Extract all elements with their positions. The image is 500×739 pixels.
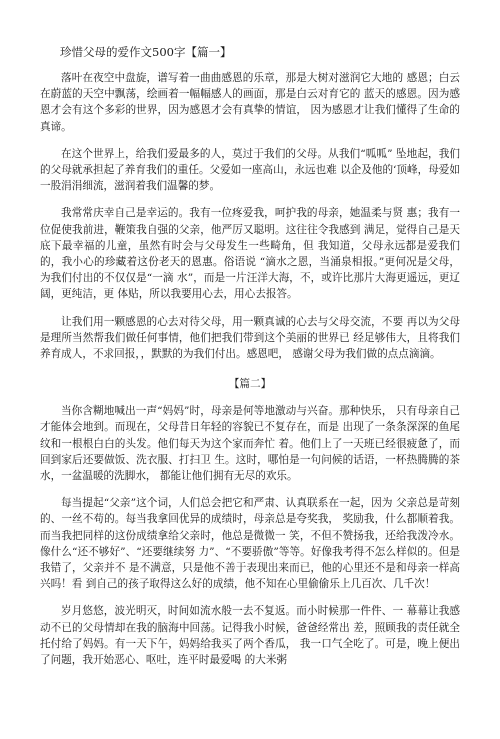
paragraph: 在这个世界上，给我们爱最多的人，莫过于我们的父母。从我们“呱呱” 坠地起，我们的父母就承担起了养育我们的重任。父爱如一座高山，永远也难 以企及他的‘顶峰，母爱如一股涓涓细流，滋润着我们温馨的梦。 [40, 147, 460, 193]
paragraph: 让我们用一颗感恩的心去对待父母，用一颗真诚的心去与父母交流，不要 再以为父母是理所当然帮我们做任何事情，他们把我们带到这个美丽的世界已 经足够伟大，且将我们养育成人，不求回报，，默默的为我们付出。感恩吧， 感谢父母为我们做的点点滴滴。 [40, 315, 460, 361]
paragraph: 每当提起“父亲”这个词，人们总会把它和严肃、认真联系在一起，因为 父亲总是苛刻的、一丝不苟的。每当我拿回优异的成绩时，母亲总是夸奖我， 奖励我，什么都顺着我。而当我把同样的这份成绩拿给父亲时，他总是微微一 笑，不但不赞扬我，还给我泼冷水。像什么“还不够好”、“还要继续努 力”、“不要骄傲”等等。好像我考得不怎么样似的。但是我错了，父亲并不 是不满意，只是他不善于表现出来而已，他的心里还不是和母亲一样高兴吗！看 到自己的孩子取得这么好的成绩，他不知在心里偷偷乐上几百次、几千次！ [40, 497, 460, 591]
section-two [40, 403, 460, 668]
document-title: 珍惜父母的爱作文500字【篇一】 [60, 45, 232, 59]
paragraph: 岁月悠悠，波光明灭，时间如流水般一去不复返。而小时候那一件件、一 幕幕让我感动不已的父母情却在我的脑海中回荡。记得我小时候，爸爸经常出 差，照顾我的责任就全托付给了妈妈。有一天下午，妈妈给我买了两个香瓜， 我一口气全吃了。可是，晚上便出了问题，我开始恶心、呕吐，连平时最爱喝 的大米粥 [40, 605, 460, 667]
section-two-heading: 【篇二】 [228, 378, 272, 391]
paragraph: 落叶在夜空中盘旋，谱写着一曲曲感恩的乐章，那是大树对滋润它大地的 感恩；白云在蔚蓝的天空中飘荡，绘画着一幅幅感人的画面，那是白云对育它的 蓝天的感恩。因为感恩才会有这个多彩的世界，因为感恩才会有真挚的情谊， 因为感恩才让我们懂得了生命的真谛。 [40, 72, 460, 133]
section-one [40, 70, 460, 362]
paragraph: 我常常庆幸自己是幸运的。我有一位疼爱我，呵护我的母亲，她温柔与贤 惠；我有一位促使我前进，鞭策我自强的父亲，他严厉又聪明。这往往令我感到 满足，觉得自己是天底下最幸福的儿童，虽然有时会与父母发生一些畸角，但 我知道，父母永远都是爱我们的，我小心的珍藏着这份老天的恩惠。俗语说 “滴水之恩，当涌泉相报。”更何况是父母，为我们付出的不仅仅是“一滴 水”，而是一片汪洋大海，不，或许比那片大海更遥远，更辽阔，更纯洁，更 体贴，所以我要用心去，用心去报答。 [40, 207, 460, 301]
paragraph: 当你含糊地喊出一声“妈妈”时，母亲是何等地激动与兴奋。那种快乐， 只有母亲自己才能体会地到。而现在，父母昔日年轻的容貌已不复存在，而是 出现了一条条深深的鱼尾纹和一根根白白的头发。他们每天为这个家而奔忙 着。他们上了一天班已经很疲惫了，而回到家后还要做饭、洗衣服、打扫卫 生。这时，哪怕是一句问候的话语，一杯热腾腾的茶水，一盆温暖的洗脚水， 都能让他们拥有无尽的欢乐。 [40, 405, 460, 483]
